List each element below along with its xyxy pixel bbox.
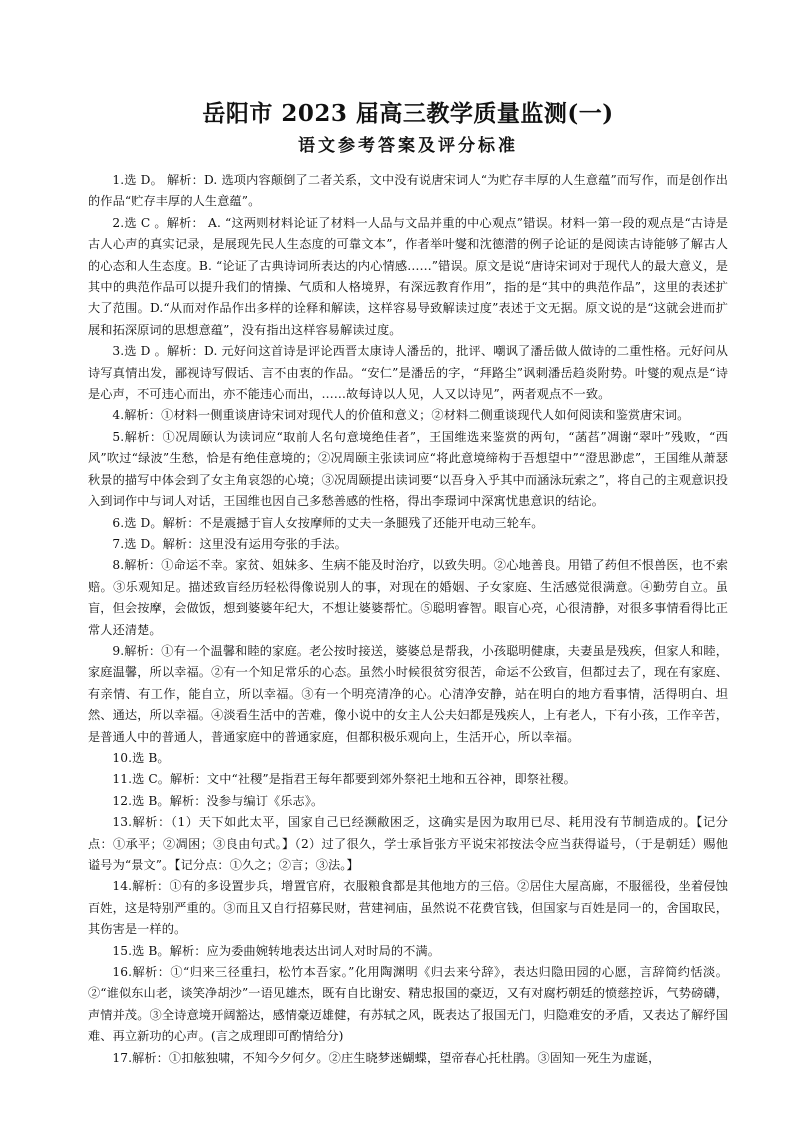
answer-item-2: 2.选 C 。解析： A. “这两则材料论证了材料一人品与文品并重的中心观点”错误。材料一第一段的观点是“古诗是古人心声的真实记录，是展现先民人生态度的可靠文本”，作者举叶燮和沈德潜的例子论证的是阅读古诗能够了解古人的心态和人生态度。B. “论证了古典诗词所表达的内心情感……”错误。原文是说“唐诗宋词对于现代人的最大意义，是其中的典范作品可以提升我们的情操、气质和人格境界，有深远教育作用”，指的是“其中的典范作品”，这里的表述扩大了范围。D.“从而对作品作出多样的诠释和解读，这样容易导致解读过度”表述于文无据。原文说的是“这就会进而扩展和拓深原词的思想意蕴”，没有指出这样容易解读过度。 [88, 215, 728, 337]
page-title: 岳阳市 2023 届高三教学质量监测(一) [202, 100, 614, 127]
answer-item-11: 11.选 C。解析：文中“社稷”是指君王每年都要到郊外祭祀土地和五谷神，即祭社稷。 [112, 772, 576, 787]
answer-item-3: 3.选 D 。解析：D. 元好问这首诗是评论西晋太康诗人潘岳的，批评、嘲讽了潘岳做人做诗的二重性格。元好问从诗写真情出发，鄙视诗写假话、言不由衷的作品。“安仁”是潘岳的字，“拜路尘”讽刺潘岳趋炎附势。叶燮的观点是“诗是心声，不可违心而出，亦不能违心而出，……故每诗以人见，人又以诗见”，两者观点不一致。 [88, 344, 728, 402]
answer-item-9: 9.解析：①有一个温馨和睦的家庭。老公按时接送，婆婆总是帮我，小孩聪明健康，夫妻虽是残疾，但家人和睦，家庭温馨，所以幸福。②有一个知足常乐的心态。虽然小时候很贫穷很苦，命运不公致盲，但都过去了，现在有家庭、有亲情、有工作，能自立，所以幸福。③有一个明亮清净的心。心清净安静，站在明白的地方看事情，活得明白、坦然、通达，所以幸福。④淡看生活中的苦难，像小说中的女主人公夫妇都是残疾人，上有老人，下有小孩，工作辛苦，是普通人中的普通人，普通家庭中的普通家庭，但都积极乐观向上，生活开心，所以幸福。 [88, 643, 728, 744]
answer-item-5: 5.解析：①况周颐认为读词应“取前人名句意境绝佳者”，王国维选来鉴赏的两句，“菡萏”凋谢“翠叶”残败，“西风”吹过“绿波”生愁，恰是有绝佳意境的；②况周颐主张读词应“将此意境缔构于吾想望中”“澄思渺虑”，王国维从萧瑟秋景的描写中体会到了女主角哀怨的心境；③况周颐提出读词要“以吾身入乎其中而涵泳玩索之”，将自己的主观意识投入到词作中与词人对话，王国维也因自己多愁善感的性格，得出李璟词中深寓忧患意识的结论。 [88, 429, 728, 509]
answer-item-6: 6.选 D。解析：不是震撼于盲人女按摩师的丈夫一条腿残了还能开电动三轮车。 [112, 515, 544, 530]
answer-list [88, 170, 728, 1069]
answer-item-8: 8.解析：①命运不幸。家贫、姐妹多、生病不能及时治疗，以致失明。②心地善良。用错了药但不恨兽医，也不索赔。③乐观知足。描述致盲经历轻松得像说别人的事，对现在的婚姻、子女家庭、生活感觉很满意。④勤劳自立。虽盲，但会按摩，会做饭，想到婆婆年纪大，不想让婆婆帮忙。⑤聪明睿智。眼盲心亮，心很清静，对很多事情看得比正常人还清楚。 [88, 558, 728, 637]
answer-item-4: 4.解析：①材料一侧重谈唐诗宋词对现代人的价值和意义；②材料二侧重谈现代人如何阅读和鉴赏唐宋词。 [112, 408, 690, 423]
answer-item-15: 15.选 B。解析：应为委曲婉转地表达出词人对时局的不满。 [112, 943, 441, 958]
answer-item-14: 14.解析：①有的多设置步兵，增置官府，衣服粮食都是其他地方的三倍。②居住大屋高廊，不服徭役，坐着侵蚀百姓，这是特别严重的。③而且又自行招募民财，营建祠庙，虽然说不花费官钱，但国家与百姓是同一的，舍国取民，其伤害是一样的。 [88, 879, 728, 937]
page-subtitle: 语文参考答案及评分标准 [298, 136, 518, 156]
answer-item-13: 13.解析：（1）天下如此太平，国家自己已经濒敝困乏，这确实是因为取用已尽、耗用没有节制造成的。【记分点：①承平；②凋困；③良由句式。】（2）过了很久，学士承旨张方平说宋祁按法令应当获得谥号，（于是朝廷）赐他谥号为“景文”。【记分点：①久之；②言；③法。】 [88, 815, 728, 872]
answer-item-17: 17.解析：①扣舷独啸，不知今夕何夕。②庄生晓梦迷蝴蝶，望帝春心托杜鹃。③固知一死生为虚诞， [112, 1050, 661, 1065]
answer-item-16: 16.解析：①“归来三径重扫，松竹本吾家。”化用陶渊明《归去来兮辞》，表达归隐田园的心愿，言辞简约恬淡。②“谁似东山老，谈笑净胡沙”一语见雄杰，既有自比谢安、精忠报国的豪迈，又有对腐朽朝廷的愤慈控诉，气势磅礴，声情并茂。③全诗意境开阔豁达，感情豪迈雄健，有苏轼之风，既表达了报国无门，归隐难安的矛盾，又表达了解纾国难、再立新功的心声。(言之成理即可酌情给分) [88, 965, 728, 1044]
answer-item-1: 1.选 D。 解析：D. 选项内容颠倒了二者关系，文中没有说唐宋词人“为贮存丰厚的人生意蕴”而写作，而是创作出的作品“贮存丰厚的人生意蕴”。 [88, 173, 728, 209]
answer-item-7: 7.选 D。解析：这里没有运用夸张的手法。 [112, 536, 347, 551]
answer-item-10: 10.选 B。 [112, 750, 170, 765]
answer-item-12: 12.选 B。解析：没参与编订《乐志》。 [112, 793, 324, 808]
